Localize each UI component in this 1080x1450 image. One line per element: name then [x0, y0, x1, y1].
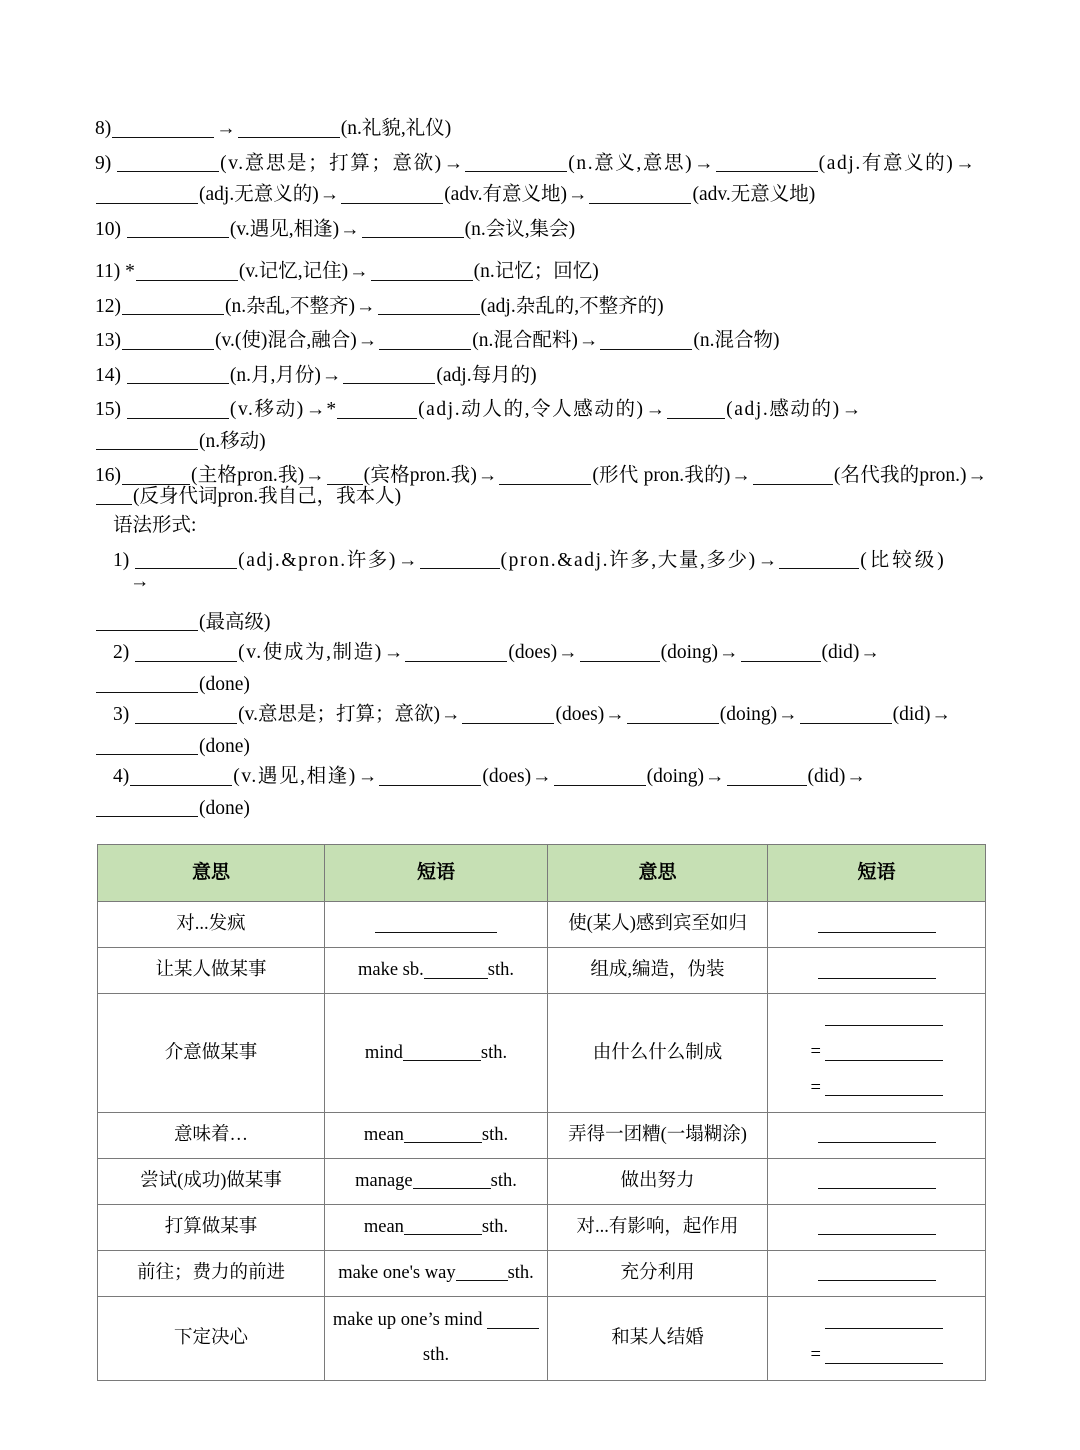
answer-blank[interactable] — [818, 961, 936, 979]
answer-blank[interactable] — [96, 674, 198, 694]
answer-blank[interactable] — [420, 550, 500, 570]
item-label: (n.礼貌,礼仪) — [340, 118, 452, 140]
phrase-cell[interactable] — [325, 1158, 548, 1204]
item-label: (v.记忆,记住) — [238, 261, 349, 283]
meaning-cell: 让某人做某事 — [98, 948, 325, 994]
phrase-cell[interactable] — [768, 994, 986, 1112]
arrow-icon: → — [321, 364, 342, 386]
phrase-prefix: make up one’s mind — [332, 1310, 483, 1331]
item-label: (adj.每月的) — [436, 364, 537, 386]
meaning-cell: 做出努力 — [548, 1158, 768, 1204]
answer-blank[interactable] — [487, 1311, 539, 1329]
phrase-prefix: mean — [363, 1124, 404, 1145]
answer-blank[interactable] — [112, 118, 214, 138]
grammar-item-4 — [95, 766, 988, 818]
phrase-suffix: sth. — [487, 960, 514, 981]
answer-blank[interactable] — [371, 261, 473, 281]
item-label: (最高级) — [199, 611, 271, 633]
table-row — [98, 1158, 986, 1204]
arrow-icon: → — [719, 642, 739, 664]
arrow-icon: → — [967, 465, 987, 487]
arrow-icon: → — [357, 330, 378, 352]
answer-blank[interactable] — [127, 219, 229, 239]
table-row — [98, 948, 986, 994]
table-row — [98, 1296, 986, 1380]
phrase-cell[interactable] — [325, 994, 548, 1112]
answer-blank[interactable] — [379, 766, 481, 786]
word-form-item-8 — [95, 118, 988, 139]
grammar-item-2 — [95, 642, 988, 694]
answer-blank[interactable] — [135, 550, 237, 570]
grammar-section-title: 语法形式: — [113, 515, 197, 537]
item-label: (done) — [199, 797, 250, 819]
word-form-item-15 — [95, 399, 988, 451]
arrow-icon: → — [130, 571, 150, 593]
item-number: 14) — [95, 364, 121, 386]
arrow-icon: → — [645, 399, 666, 421]
word-form-item-16 — [95, 465, 988, 506]
table-row — [98, 1250, 986, 1296]
answer-blank[interactable] — [580, 642, 660, 662]
phrase-cell[interactable] — [768, 1296, 986, 1380]
item-number: 16) — [95, 465, 121, 487]
answer-blank[interactable] — [122, 296, 224, 316]
item-label: (n.移动) — [199, 430, 266, 452]
answer-blank[interactable] — [135, 642, 237, 662]
item-label: (done) — [199, 735, 250, 757]
phrase-cell[interactable] — [325, 1204, 548, 1250]
item-label: (名代我的pron.) — [833, 465, 967, 487]
item-number: 12) — [95, 295, 121, 317]
answer-blank[interactable] — [127, 399, 229, 419]
answer-blank[interactable] — [375, 915, 497, 933]
meaning-cell: 由什么什么制成 — [548, 994, 768, 1112]
item-label: (adv.无意义地) — [692, 184, 816, 206]
meaning-cell: 组成,编造，伪装 — [548, 948, 768, 994]
item-label: (doing) — [719, 704, 778, 726]
answer-blank[interactable] — [403, 1044, 481, 1062]
answer-blank[interactable] — [825, 1311, 943, 1329]
answer-blank[interactable] — [378, 296, 480, 316]
answer-blank[interactable] — [779, 550, 859, 570]
equals-sign: = — [810, 1077, 821, 1098]
phrase-table — [97, 844, 986, 1380]
arrow-icon: → — [605, 704, 625, 726]
item-label: (adj.杂乱的,不整齐的) — [480, 295, 664, 317]
answer-blank[interactable] — [627, 704, 719, 724]
word-form-item-12 — [95, 296, 988, 317]
phrase-cell[interactable] — [325, 948, 548, 994]
phrase-suffix: sth. — [422, 1345, 450, 1366]
item-label: (adv.有意义地) — [444, 184, 567, 206]
meaning-cell: 前往；费力的前进 — [98, 1250, 325, 1296]
answer-blank[interactable] — [753, 465, 833, 485]
meaning-cell: 弄得一团糟(一塌糊涂) — [548, 1112, 768, 1158]
phrase-prefix: mind — [364, 1042, 403, 1063]
phrase-suffix: sth. — [481, 1216, 509, 1237]
answer-blank[interactable] — [136, 261, 238, 281]
arrow-icon: → — [305, 399, 326, 421]
item-number: 10) — [95, 218, 121, 240]
item-label: (n.混合物) — [693, 330, 780, 352]
meaning-cell: 尝试(成功)做某事 — [98, 1158, 325, 1204]
item-label: (v.移动) — [229, 399, 305, 421]
phrase-prefix: make one's way — [338, 1262, 456, 1283]
arrow-icon: → — [860, 642, 880, 664]
phrase-cell[interactable] — [768, 1250, 986, 1296]
word-form-item-13 — [95, 330, 988, 351]
item-label: (adj.无意义的) — [199, 184, 319, 206]
equals-sign: = — [810, 1345, 821, 1366]
arrow-icon: → — [558, 642, 578, 664]
phrase-cell[interactable] — [325, 1250, 548, 1296]
meaning-cell: 下定决心 — [98, 1296, 325, 1380]
column-header-phrase-2: 短语 — [768, 845, 986, 902]
phrase-suffix: sth. — [481, 1124, 509, 1145]
answer-blank[interactable] — [818, 1218, 936, 1236]
arrow-icon: → — [216, 118, 236, 140]
answer-blank[interactable] — [362, 219, 464, 239]
answer-blank[interactable] — [818, 1172, 936, 1190]
meaning-cell: 和某人结婚 — [548, 1296, 768, 1380]
arrow-icon: → — [383, 642, 404, 664]
phrase-prefix: mean — [363, 1216, 404, 1237]
phrase-cell[interactable] — [325, 902, 548, 948]
item-number: 4) — [113, 766, 130, 788]
phrase-cell[interactable] — [325, 1112, 548, 1158]
item-label: (done) — [199, 673, 250, 695]
meaning-cell: 对...有影响，起作用 — [548, 1204, 768, 1250]
table-row — [98, 902, 986, 948]
item-label: (v.意思是；打算；意欲) — [238, 704, 440, 726]
answer-blank[interactable] — [589, 184, 691, 204]
answer-blank[interactable] — [825, 1008, 943, 1026]
answer-blank[interactable] — [825, 1346, 943, 1364]
arrow-icon: → — [778, 704, 798, 726]
table-row — [98, 994, 986, 1112]
arrow-icon: → — [731, 465, 751, 487]
item-label: (比较级) — [860, 549, 947, 571]
arrow-icon: → — [567, 184, 588, 206]
arrow-icon: → — [931, 704, 952, 726]
answer-blank[interactable] — [404, 1126, 482, 1144]
item-number: 2) — [113, 642, 130, 664]
column-header-meaning-2: 意思 — [548, 845, 768, 902]
answer-blank[interactable] — [404, 1218, 482, 1236]
item-label: (反身代词pron.我自己，我本人) — [133, 485, 402, 507]
answer-blank[interactable] — [135, 704, 237, 724]
meaning-cell: 对...发疯 — [98, 902, 325, 948]
item-label: (n.会议,集会) — [464, 218, 576, 240]
answer-blank[interactable] — [727, 766, 807, 786]
answer-blank[interactable] — [341, 184, 443, 204]
item-label: (doing) — [660, 642, 718, 664]
item-label: (v.意思是；打算；意欲) — [220, 152, 443, 174]
item-label: (n.月,月份) — [229, 364, 321, 386]
phrase-suffix: sth. — [507, 1262, 534, 1283]
item-label: (宾格pron.我) — [363, 465, 477, 487]
answer-blank[interactable] — [127, 365, 229, 385]
arrow-icon: → — [846, 766, 866, 788]
answer-blank[interactable] — [122, 465, 190, 485]
meaning-cell: 介意做某事 — [98, 994, 325, 1112]
answer-blank[interactable] — [825, 1044, 943, 1062]
item-number: 9) — [95, 152, 112, 174]
answer-blank[interactable] — [343, 365, 435, 385]
arrow-icon: → — [757, 549, 778, 571]
item-label: (主格pron.我) — [191, 465, 305, 487]
answer-blank[interactable] — [818, 915, 936, 933]
answer-blank[interactable] — [456, 1264, 508, 1282]
item-label: (did) — [821, 642, 860, 664]
item-number: 15) — [95, 399, 121, 421]
answer-blank[interactable] — [337, 399, 417, 419]
phrase-suffix: sth. — [480, 1042, 508, 1063]
answer-blank[interactable] — [96, 431, 198, 451]
answer-blank[interactable] — [716, 153, 818, 173]
answer-blank[interactable] — [122, 330, 214, 350]
meaning-cell: 使(某人)感到宾至如归 — [548, 902, 768, 948]
answer-blank[interactable] — [117, 153, 219, 173]
answer-blank[interactable] — [600, 330, 692, 350]
phrase-cell[interactable] — [768, 948, 986, 994]
answer-blank[interactable] — [818, 1264, 936, 1282]
item-label: (did) — [807, 766, 846, 788]
answer-blank[interactable] — [462, 704, 554, 724]
item-label: (adj.动人的,令人感动的) — [418, 399, 645, 421]
arrow-icon: → — [443, 152, 464, 174]
item-number: 8) — [95, 118, 112, 140]
arrow-icon: → — [398, 549, 418, 571]
phrase-suffix: sth. — [490, 1170, 517, 1191]
table-row — [98, 1204, 986, 1250]
arrow-icon: → — [477, 465, 498, 487]
answer-blank[interactable] — [327, 465, 363, 485]
column-header-phrase-1: 短语 — [325, 845, 548, 902]
item-label: (does) — [482, 766, 532, 788]
answer-blank[interactable] — [96, 612, 198, 632]
answer-blank[interactable] — [465, 153, 567, 173]
item-label: (n.杂乱,不整齐) — [225, 295, 355, 317]
word-form-item-10 — [95, 219, 988, 240]
column-header-meaning-1: 意思 — [98, 845, 325, 902]
answer-blank[interactable] — [96, 798, 198, 818]
item-number: 11) * — [95, 261, 135, 283]
equals-sign: = — [810, 1042, 821, 1063]
item-label: (doing) — [646, 766, 705, 788]
answer-blank[interactable] — [96, 184, 198, 204]
answer-blank[interactable] — [818, 1126, 936, 1144]
table-row — [98, 1112, 986, 1158]
word-forms-section — [95, 118, 988, 818]
item-number: 3) — [113, 704, 130, 726]
phrase-cell[interactable] — [325, 1296, 548, 1380]
table-header-row — [98, 845, 986, 902]
phrase-table-wrapper — [95, 844, 988, 1380]
answer-blank[interactable] — [424, 961, 488, 979]
item-label: (adj.感动的) — [726, 399, 841, 421]
arrow-icon: → — [349, 261, 369, 283]
item-label: (adj.有意义的) — [818, 152, 955, 174]
answer-blank[interactable] — [96, 486, 132, 506]
item-label: (n.记忆；回忆) — [473, 261, 599, 283]
word-form-item-14 — [95, 365, 988, 386]
phrase-cell[interactable] — [768, 1158, 986, 1204]
item-label: (v.遇见,相逢) — [233, 766, 357, 788]
answer-blank[interactable] — [96, 736, 198, 756]
answer-blank[interactable] — [741, 642, 821, 662]
answer-blank[interactable] — [379, 330, 471, 350]
answer-blank[interactable] — [238, 118, 340, 138]
answer-blank[interactable] — [825, 1079, 943, 1097]
item-label: (does) — [555, 704, 605, 726]
word-form-item-9 — [95, 153, 988, 205]
item-label: (pron.&adj.许多,大量,多少) — [500, 549, 757, 571]
item-label: (n.意义,意思) — [568, 152, 694, 174]
item-label: (does) — [508, 642, 558, 664]
item-label: (v.使成为,制造) — [238, 642, 383, 664]
arrow-icon: → — [532, 766, 552, 788]
arrow-icon: → — [356, 295, 376, 317]
arrow-icon: → — [319, 184, 340, 206]
item-label: (n.混合配料) — [472, 330, 578, 352]
answer-blank[interactable] — [130, 766, 232, 786]
item-number: 13) — [95, 330, 121, 352]
arrow-icon: → — [694, 152, 714, 174]
phrase-cell[interactable] — [768, 1112, 986, 1158]
phrase-prefix: make sb. — [358, 960, 424, 981]
grammar-item-1 — [95, 550, 988, 633]
answer-blank[interactable] — [405, 642, 507, 662]
meaning-cell: 打算做某事 — [98, 1204, 325, 1250]
answer-blank[interactable] — [554, 766, 646, 786]
answer-blank[interactable] — [800, 704, 892, 724]
answer-blank[interactable] — [499, 465, 591, 485]
answer-blank[interactable] — [413, 1172, 491, 1190]
star-marker: * — [326, 399, 337, 421]
item-label: (did) — [892, 704, 931, 726]
arrow-icon: → — [305, 465, 325, 487]
arrow-icon: → — [357, 766, 378, 788]
grammar-item-3 — [95, 704, 988, 756]
word-form-item-11 — [95, 261, 988, 282]
item-label: (v.遇见,相逢) — [229, 218, 340, 240]
item-label: (形代 pron.我的) — [592, 465, 731, 487]
arrow-icon: → — [705, 766, 725, 788]
arrow-icon: → — [578, 330, 599, 352]
item-label: (v.(使)混合,融合) — [215, 330, 357, 352]
arrow-icon: → — [440, 704, 461, 726]
item-label: (adj.&pron.许多) — [238, 549, 397, 571]
item-number: 1) — [113, 549, 130, 571]
phrase-cell[interactable] — [768, 1204, 986, 1250]
arrow-icon: → — [340, 218, 360, 240]
phrase-prefix: manage — [355, 1170, 413, 1191]
phrase-cell[interactable] — [768, 902, 986, 948]
answer-blank[interactable] — [667, 399, 725, 419]
arrow-icon: → — [955, 152, 975, 174]
meaning-cell: 意味着… — [98, 1112, 325, 1158]
meaning-cell: 充分利用 — [548, 1250, 768, 1296]
arrow-icon: → — [841, 399, 862, 421]
